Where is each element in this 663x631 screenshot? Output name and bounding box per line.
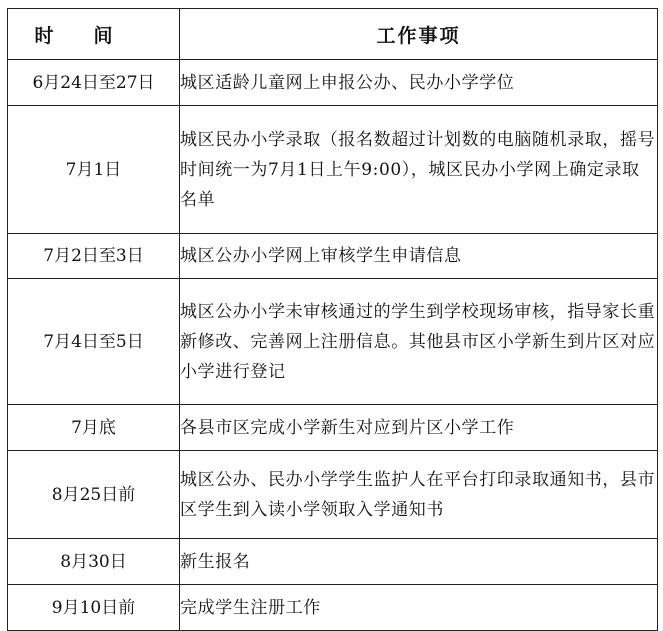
row-item: 完成学生注册工作 (180, 585, 658, 631)
table-row (8, 539, 658, 585)
row-item: 城区民办小学录取（报名数超过计划数的电脑随机录取，摇号时间统一为7月1日上午9:00），城区民办小学网上确定录取名单 (180, 106, 658, 234)
header-row (8, 9, 658, 60)
table-header (8, 9, 658, 60)
row-time: 6月24日至27日 (8, 60, 180, 106)
row-time: 7月2日至3日 (8, 234, 180, 279)
table-row (8, 106, 658, 234)
row-item: 城区适龄儿童网上申报公办、民办小学学位 (180, 60, 658, 106)
row-time: 7月1日 (8, 106, 180, 234)
table-row (8, 405, 658, 451)
row-time: 8月30日 (8, 539, 180, 585)
row-item: 城区公办小学未审核通过的学生到学校现场审核，指导家长重新修改、完善网上注册信息。其他县市区小学新生到片区对应小学进行登记 (180, 279, 658, 405)
enrollment-schedule-table (7, 8, 658, 631)
row-item: 新生报名 (180, 539, 658, 585)
row-item: 各县市区完成小学新生对应到片区小学工作 (180, 405, 658, 451)
row-time: 8月25日前 (8, 451, 180, 539)
row-item: 城区公办、民办小学学生监护人在平台打印录取通知书，县市区学生到入读小学领取入学通知书 (180, 451, 658, 539)
row-time: 7月4日至5日 (8, 279, 180, 405)
row-time: 9月10日前 (8, 585, 180, 631)
table-body (8, 60, 658, 631)
table-row (8, 60, 658, 106)
table-row (8, 279, 658, 405)
table-row (8, 234, 658, 279)
header-work-item: 工作事项 (180, 9, 658, 60)
table-row (8, 451, 658, 539)
row-item: 城区公办小学网上审核学生申请信息 (180, 234, 658, 279)
header-time: 时间 (8, 9, 180, 60)
row-time: 7月底 (8, 405, 180, 451)
table-row (8, 585, 658, 631)
